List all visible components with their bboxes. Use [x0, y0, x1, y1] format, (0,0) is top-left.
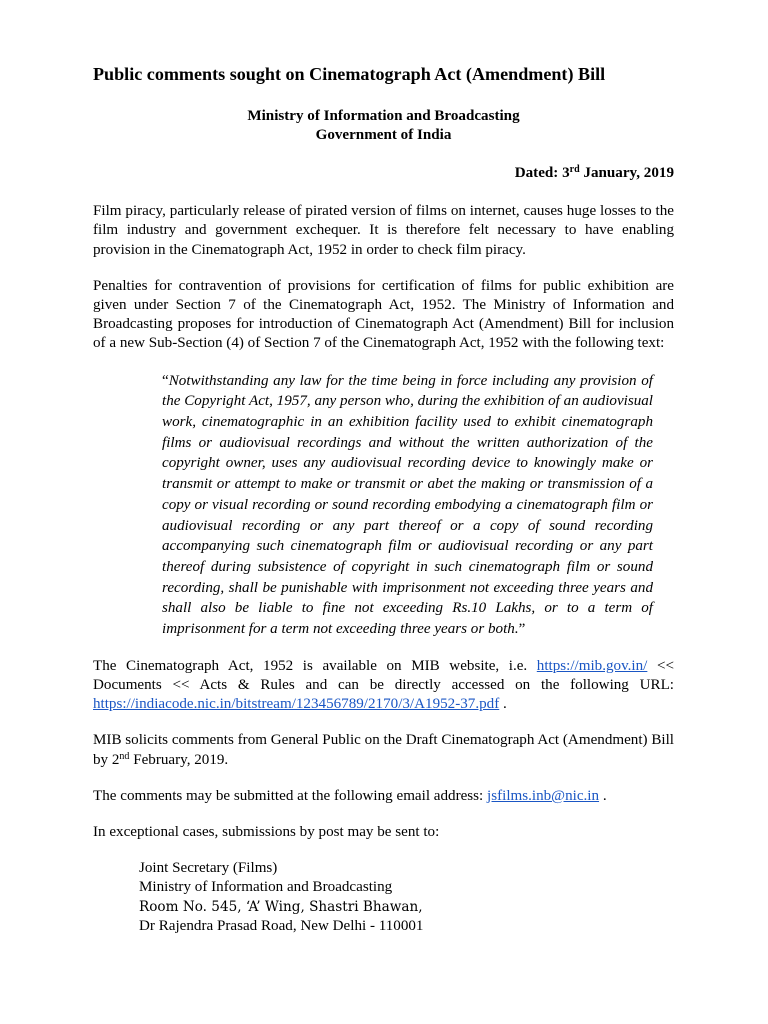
act-availability-text: The Cinematograph Act, 1952 is available on MIB website, i.e. [93, 657, 537, 674]
deadline-ordinal: nd [119, 750, 130, 762]
date-prefix: Dated: 3 [514, 165, 570, 181]
email-suffix: . [599, 787, 607, 804]
paragraph-piracy: Film piracy, particularly release of pirated version of films on internet, causes huge losses to the film industry and government exchequer. It is therefore felt necessary to have enabling provision in the Cinematograph Act, 1952 in order to check film piracy. [93, 203, 674, 258]
proposed-text-quote [162, 371, 653, 640]
paragraph-comments-deadline [93, 731, 674, 769]
email-prefix: The comments may be submitted at the following email address: [93, 787, 488, 804]
paragraph-penalties: Penalties for contravention of provisions for certification of films for public exhibition are given under Section 7 of the Cinematograph Act, 1952. The Ministry of Information and Broadcasting proposes for introduction of Cinematograph Act (Amendment) Bill for inclusion of a new Sub-Section (4) of Section 7 of the Cinematograph Act, 1952 with the following text: [93, 277, 674, 352]
act-availability-end: . [499, 696, 507, 713]
postal-address [139, 859, 674, 936]
address-line-ministry: Ministry of Information and Broadcasting [139, 879, 393, 896]
document-title: Public comments sought on Cinematograph Act (Amendment) Bill [93, 64, 606, 84]
address-line-designation: Joint Secretary (Films) [139, 860, 278, 877]
address-line-room: Room No. 545, ‘A’ Wing, Shastri Bhawan, [139, 898, 423, 915]
government-name: Government of India [315, 127, 452, 143]
document-page [93, 62, 674, 936]
document-date [93, 164, 674, 183]
mib-website-link[interactable]: https://mib.gov.in/ [536, 657, 648, 674]
paragraph-act-availability [93, 657, 674, 715]
act-navigation-text: << Documents << Acts & Rules and can be directly accessed on the following URL: [93, 657, 674, 693]
date-ordinal: rd [569, 164, 580, 175]
address-line-road: Dr Rajendra Prasad Road, New Delhi - 110001 [139, 917, 424, 934]
paragraph-post-submissions: In exceptional cases, submissions by post may be sent to: [93, 823, 440, 840]
quote-close-mark: ” [518, 621, 526, 638]
quote-open-mark: “ [162, 372, 169, 389]
deadline-suffix: February, 2019. [129, 751, 229, 768]
email-link[interactable]: jsfilms.inb@nic.in [487, 787, 600, 804]
date-suffix: January, 2019 [579, 165, 674, 181]
quote-text: Notwithstanding any law for the time being in force including any provision of the Copyright Act, 1957, any person who, during the exhibition of an audiovisual work, cinematographic in an exhibition facility used to exhibit cinematograph films or audiovisual recordings and without the written authorization of the copyright owner, uses any audiovisual recording device to knowingly make or transmit or attempt to make or transmit or abet the making or transmission of a copy or visual recording or sound recording embodying a cinematograph film or audiovisual recording or any part thereof or a copy of sound recording accompanying such cinematograph film or audiovisual recording or any part thereof during subsistence of copyright in such cinematograph film or sound recording, shall be punishable with imprisonment not exceeding three years and shall also be liable to fine not exceeding Rs.10 Lakhs, or to a term of imprisonment for a term not exceeding three years or both. [162, 372, 653, 638]
ministry-name: Ministry of Information and Broadcasting [247, 108, 520, 124]
deadline-prefix: MIB solicits comments from General Public on the Draft Cinematograph Act (Amendment) Bill by 2 [93, 732, 674, 768]
indiacode-pdf-link[interactable]: https://indiacode.nic.in/bitstream/123456789/2170/3/A1952-37.pdf [93, 696, 500, 713]
issuer-block [93, 107, 674, 145]
paragraph-email [93, 787, 674, 806]
